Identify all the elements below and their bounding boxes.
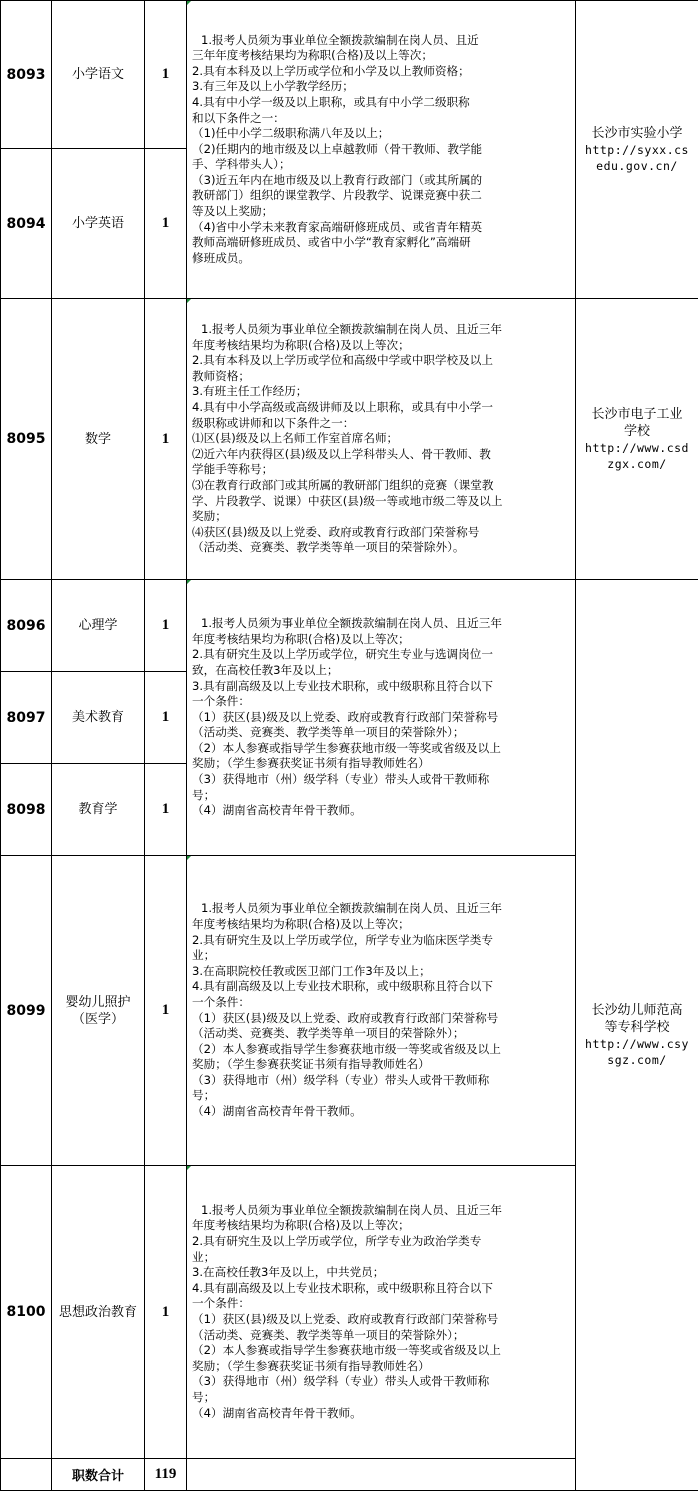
unit-name: 长沙市电子工业 — [591, 407, 683, 422]
requirement-line: 4.具有副高级及以上专业技术职称，或中级职称且符合以下 — [192, 1280, 493, 1295]
requirement-line: 1.报考人员须为事业单位全额拨款编制在岗人员、且近三年 — [201, 901, 502, 916]
requirement-line: 4.具有中小学一级及以上职称，或具有中小学二级职称 — [192, 94, 470, 109]
requirement-line: （1)任中小学二级职称满八年及以上； — [192, 126, 390, 141]
unit-cell — [576, 1, 698, 299]
unit-cell — [576, 299, 698, 580]
requirement-line: 教师高端研修班成员、或省中小学“教育家孵化”高端研 — [192, 235, 471, 250]
requirement-line: 2.具有研究生及以上学历或学位，所学专业为临床医学类专 — [192, 932, 493, 947]
requirement-line: 奖励；（学生参赛获奖证书须有指导教师姓名） — [192, 1358, 430, 1373]
unit-url[interactable]: http://syxx.cs — [585, 143, 689, 157]
requirement-line: 1.报考人员须为事业单位全额拨款编制在岗人员、且近 — [201, 32, 479, 47]
unit-url[interactable]: edu.gov.cn/ — [596, 159, 678, 173]
unit-name: 等专科学校 — [604, 1020, 670, 1035]
requirement-line: 2.具有本科及以上学历或学位和小学及以上教师资格； — [192, 63, 470, 78]
position-code: 8100 — [1, 1166, 52, 1459]
requirement-line: ⑵近六年内获得区(县)级及以上学科带头人、骨干教师、教 — [192, 446, 491, 461]
unit-cell — [576, 580, 698, 1491]
table-row — [1, 299, 698, 580]
requirement-line: （活动类、竞赛类、教学类等单一项目的荣誉除外）； — [192, 1327, 465, 1342]
position-count: 1 — [145, 764, 187, 856]
position-count: 1 — [145, 856, 187, 1166]
position-name: 教育学 — [52, 764, 145, 856]
requirement-line: 年度考核结果均为称职(合格)及以上等次； — [192, 631, 410, 646]
requirement-line: （2)任期内的地市级及以上卓越教师（骨干教师、教学能 — [192, 141, 483, 156]
requirement-line: 3.具有副高级及以上专业技术职称，或中级职称且符合以下 — [192, 678, 493, 693]
requirement-line: （4)省中小学未来教育家高端研修班成员、或省青年精英 — [192, 219, 483, 234]
total-empty-cell — [187, 1459, 576, 1491]
unit-url[interactable]: sgz.com/ — [607, 1053, 667, 1067]
requirements-cell — [187, 856, 576, 1166]
requirement-line: ⑴区(县)级及以上名师工作室首席名师； — [192, 431, 399, 446]
requirement-line: 业； — [192, 948, 216, 963]
requirement-line: （2）本人参赛或指导学生参赛获地市级一等奖或省级及以上 — [192, 1343, 501, 1358]
requirement-line: 2.具有本科及以上学历或学位和高级中学或中职学校及以上 — [192, 353, 493, 368]
requirement-line: （4）湖南省高校青年骨干教师。 — [192, 1405, 362, 1420]
requirement-line: 1.报考人员须为事业单位全额拨款编制在岗人员、且近三年 — [201, 616, 502, 631]
position-name: 美术教育 — [52, 672, 145, 764]
requirement-line: 4.具有中小学高级或高级讲师及以上职称，或具有中小学一 — [192, 400, 493, 415]
requirement-line: 奖励；（学生参赛获奖证书须有指导教师姓名） — [192, 756, 430, 771]
requirement-line: 3.有三年及以上小学教学经历； — [192, 79, 354, 94]
requirement-line: （3）获得地市（州）级学科（专业）带头人或骨干教师称 — [192, 1072, 490, 1087]
requirement-line: 一个条件： — [192, 1296, 250, 1311]
requirement-line: 级职称或讲师和以下条件之一： — [192, 415, 355, 430]
requirement-line: 教研部门）组织的课堂教学、片段教学、说课竞赛中获二 — [192, 188, 482, 203]
requirement-line: 号； — [192, 1389, 216, 1404]
requirements-cell — [187, 580, 576, 856]
total-label: 职数合计 — [52, 1459, 145, 1491]
position-name — [52, 856, 145, 1166]
position-count: 1 — [145, 1, 187, 149]
position-name: 数学 — [52, 299, 145, 580]
requirement-line: 号； — [192, 787, 216, 802]
position-code: 8096 — [1, 580, 52, 672]
requirement-line: （活动类、竞赛类、教学类等单一项目的荣誉除外）。 — [192, 540, 465, 555]
position-code: 8099 — [1, 856, 52, 1166]
unit-name: 学校 — [623, 424, 650, 439]
position-count: 1 — [145, 299, 187, 580]
position-code: 8097 — [1, 672, 52, 764]
requirement-line: 4.具有副高级及以上专业技术职称，或中级职称且符合以下 — [192, 979, 493, 994]
requirement-line: 3.在高校任教3年及以上，中共党员； — [192, 1265, 385, 1280]
requirement-line: ⑶在教育行政部门或其所属的教研部门组织的竞赛（课堂教 — [192, 477, 494, 492]
requirement-line: （4）湖南省高校青年骨干教师。 — [192, 803, 362, 818]
position-name: 小学语文 — [52, 1, 145, 149]
requirement-line: 年度考核结果均为称职(合格)及以上等次； — [192, 337, 410, 352]
position-name: 思想政治教育 — [52, 1166, 145, 1459]
requirement-line: 1.报考人员须为事业单位全额拨款编制在岗人员、且近三年 — [201, 322, 502, 337]
position-code: 8095 — [1, 299, 52, 580]
requirement-line: 一个条件： — [192, 994, 250, 1009]
unit-name: 长沙幼儿师范高 — [591, 1003, 683, 1018]
position-code: 8098 — [1, 764, 52, 856]
requirement-line: （3）获得地市（州）级学科（专业）带头人或骨干教师称 — [192, 1374, 490, 1389]
position-name: 心理学 — [52, 580, 145, 672]
requirement-line: 奖励； — [192, 509, 227, 524]
table-row — [1, 1, 698, 149]
requirement-line: 和以下条件之一： — [192, 110, 285, 125]
requirement-line: 业； — [192, 1249, 216, 1264]
requirement-line: （2）本人参赛或指导学生参赛获地市级一等奖或省级及以上 — [192, 740, 501, 755]
requirement-line: 修班成员。 — [192, 250, 250, 265]
requirement-line: （1）获区(县)级及以上党委、政府或教育行政部门荣誉称号 — [192, 1010, 499, 1025]
requirement-line: ⑷获区(县)级及以上党委、政府或教育行政部门荣誉称号 — [192, 524, 480, 539]
unit-url[interactable]: zgx.com/ — [607, 457, 667, 471]
requirement-line: 年度考核结果均为称职(合格)及以上等次； — [192, 1218, 410, 1233]
unit-name: 长沙市实验小学 — [591, 126, 683, 141]
requirement-line: 年度考核结果均为称职(合格)及以上等次； — [192, 916, 410, 931]
table-row — [1, 580, 698, 672]
requirement-line: （3）获得地市（州）级学科（专业）带头人或骨干教师称 — [192, 772, 490, 787]
position-name: 小学英语 — [52, 149, 145, 299]
unit-url[interactable]: http://www.csy — [585, 1037, 689, 1051]
requirement-line: 学、片段教学、说课）中获区(县)级一等或地市级二等及以上 — [192, 493, 503, 508]
requirement-line: 3.有班主任工作经历； — [192, 384, 308, 399]
position-count: 1 — [145, 672, 187, 764]
requirement-line: （活动类、竞赛类、教学类等单一项目的荣誉除外）； — [192, 1026, 465, 1041]
requirement-line: 致，在高校任教3年及以上； — [192, 662, 339, 677]
requirement-line: （1）获区(县)级及以上党委、政府或教育行政部门荣誉称号 — [192, 709, 499, 724]
requirements-cell — [187, 299, 576, 580]
requirement-line: 2.具有研究生及以上学历或学位，所学专业为政治学类专 — [192, 1234, 482, 1249]
requirement-line: （活动类、竞赛类、教学类等单一项目的荣誉除外）； — [192, 725, 465, 740]
position-count: 1 — [145, 580, 187, 672]
requirements-cell — [187, 1, 576, 299]
requirement-line: （1）获区(县)级及以上党委、政府或教育行政部门荣誉称号 — [192, 1312, 499, 1326]
requirement-line: 一个条件： — [192, 694, 250, 709]
requirements-cell — [187, 1166, 576, 1459]
requirement-line: 号； — [192, 1088, 216, 1103]
unit-url[interactable]: http://www.csd — [585, 441, 689, 455]
requirement-line: 2.具有研究生及以上学历或学位，研究生专业与选调岗位一 — [192, 647, 493, 662]
position-code: 8093 — [1, 1, 52, 149]
position-name-line: （医学） — [71, 1011, 124, 1027]
position-count: 1 — [145, 149, 187, 299]
position-count: 1 — [145, 1166, 187, 1459]
requirement-line: 3.在高职院校任教或医卫部门工作3年及以上； — [192, 963, 431, 978]
requirement-line: 手、学科带头人）； — [192, 157, 291, 172]
requirement-line: 学能手等称号； — [192, 462, 274, 477]
requirement-line: 奖励；（学生参赛获奖证书须有指导教师姓名） — [192, 1057, 430, 1072]
position-name-line: 婴幼儿照护 — [65, 994, 131, 1010]
requirement-line: （3)近五年内在地市级及以上教育行政部门（或其所属的 — [192, 172, 483, 187]
requirement-line: 等及以上奖励； — [192, 204, 274, 219]
requirement-line: （2）本人参赛或指导学生参赛获地市级一等奖或省级及以上 — [192, 1041, 501, 1056]
requirement-line: 1.报考人员须为事业单位全额拨款编制在岗人员、且近三年 — [201, 1202, 502, 1217]
total-count: 119 — [145, 1459, 187, 1491]
total-empty-cell — [1, 1459, 52, 1491]
requirement-line: 教师资格； — [192, 368, 250, 383]
requirement-line: 三年年度考核结果均为称职(合格)及以上等次； — [192, 48, 433, 63]
requirement-line: （4）湖南省高校青年骨干教师。 — [192, 1104, 362, 1119]
position-code: 8094 — [1, 149, 52, 299]
